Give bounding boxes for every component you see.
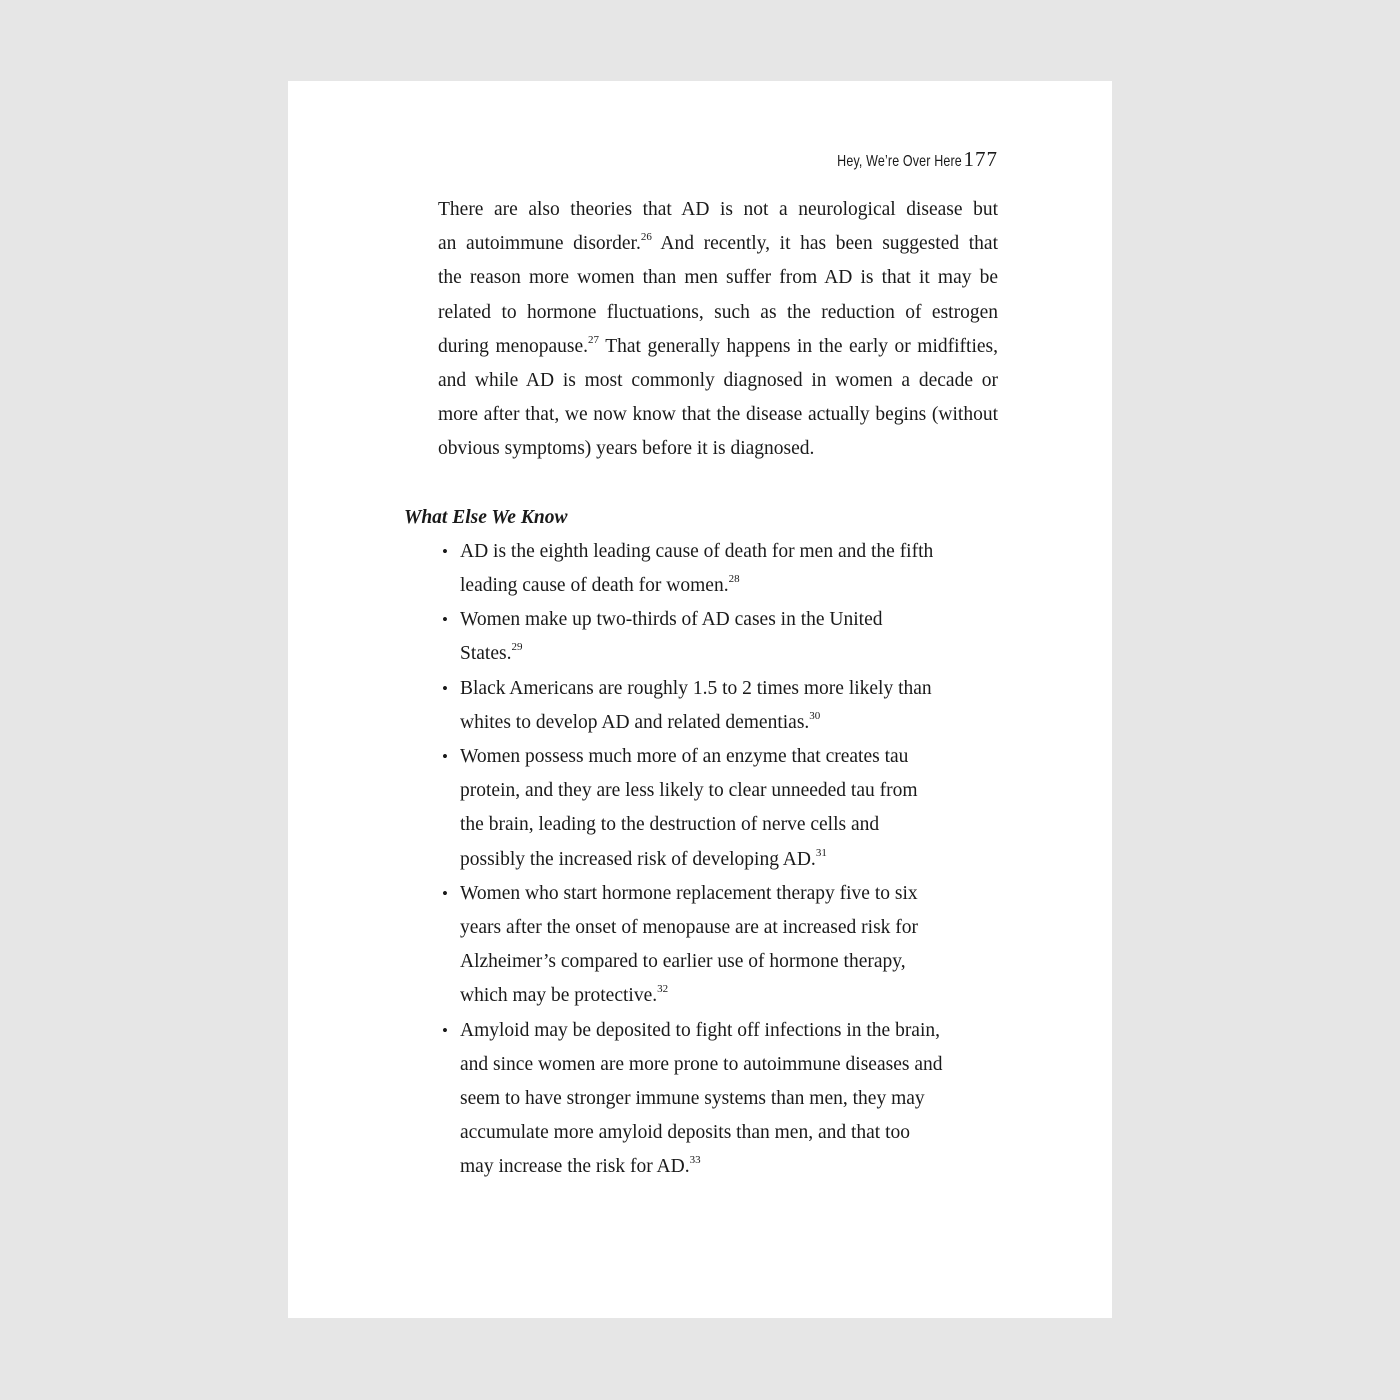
facts-list <box>402 535 998 1185</box>
bullet-line: • Women make up two-thirds of AD cases in the United <box>460 609 883 631</box>
running-head-title: Hey, We’re Over Here <box>836 153 962 170</box>
bullet-line: seem to have stronger immune systems than men, they may <box>460 1088 925 1110</box>
bullet-line: possibly the increased risk of developing AD.$^{31}$ <box>460 846 827 870</box>
bullet-item <box>442 877 998 1014</box>
bullet-line: accumulate more amyloid deposits than men, and that too <box>460 1122 911 1144</box>
footnote-ref: 29 <box>511 641 523 654</box>
para-line: There are also theories that AD is not a neurological disease but <box>438 199 998 220</box>
footnote-ref: 32 <box>657 983 669 996</box>
intro-paragraph <box>402 193 998 467</box>
footnote-ref: 30 <box>809 709 821 722</box>
para-line: more after that, we now know that the disease actually begins (without <box>438 404 998 426</box>
bullet-line: leading cause of death for women.$^{28}$ <box>460 573 740 597</box>
bullet-line: Alzheimer’s compared to earlier use of hormone therapy, <box>460 951 906 973</box>
body-text <box>402 193 998 1185</box>
footnote-ref: 27 <box>588 333 600 346</box>
bullet-line: protein, and they are less likely to clear unneeded tau from <box>460 780 918 802</box>
bullet-item <box>442 535 998 603</box>
bullet-line: which may be protective.$^{32}$ <box>460 983 669 1007</box>
bullet-line: the brain, leading to the destruction of nerve cells and <box>460 814 880 836</box>
running-head <box>802 147 998 177</box>
bullet-item <box>442 740 998 877</box>
bullet-line: • Women possess much more of an enzyme that creates tau <box>460 746 909 768</box>
para-line: and while AD is most commonly diagnosed in women a decade or <box>438 370 998 392</box>
para-line: the reason more women than men suffer from AD is that it may be <box>438 267 998 289</box>
bullet-item <box>442 1014 998 1185</box>
footnote-ref: 31 <box>815 846 827 859</box>
para-line: during menopause.$^{27}$ That generally happens in the early or midfifties, <box>438 333 998 357</box>
bullet-item <box>442 672 998 740</box>
para-line: obvious symptoms) years before it is diagnosed. <box>438 438 815 460</box>
para-line: an autoimmune disorder.$^{26}$ And recently, it has been suggested that <box>438 231 998 255</box>
book-page <box>288 81 1112 1318</box>
bullet-line: • Black Americans are roughly 1.5 to 2 times more likely than <box>460 677 932 699</box>
footnote-ref: 26 <box>640 231 652 244</box>
bullet-line: and since women are more prone to autoimmune diseases and <box>460 1053 943 1075</box>
section-heading: What Else We Know <box>404 506 568 528</box>
bullet-line: • AD is the eighth leading cause of death for men and the fifth <box>460 540 934 562</box>
para-line: related to hormone fluctuations, such as the reduction of estrogen <box>438 301 998 323</box>
bullet-line: • Women who start hormone replacement therapy five to six <box>460 882 918 904</box>
footnote-ref: 28 <box>728 573 740 586</box>
bullet-item <box>442 603 998 671</box>
page-number: 177 <box>963 147 998 171</box>
bullet-line: years after the onset of menopause are at increased risk for <box>460 917 919 939</box>
bullet-line: States.$^{29}$ <box>460 641 523 665</box>
bullet-line: may increase the risk for AD.$^{33}$ <box>460 1154 701 1178</box>
bullet-line: • Amyloid may be deposited to fight off infections in the brain, <box>460 1019 941 1041</box>
bullet-line: whites to develop AD and related dementias.$^{30}$ <box>460 709 821 733</box>
footnote-ref: 33 <box>689 1154 701 1167</box>
